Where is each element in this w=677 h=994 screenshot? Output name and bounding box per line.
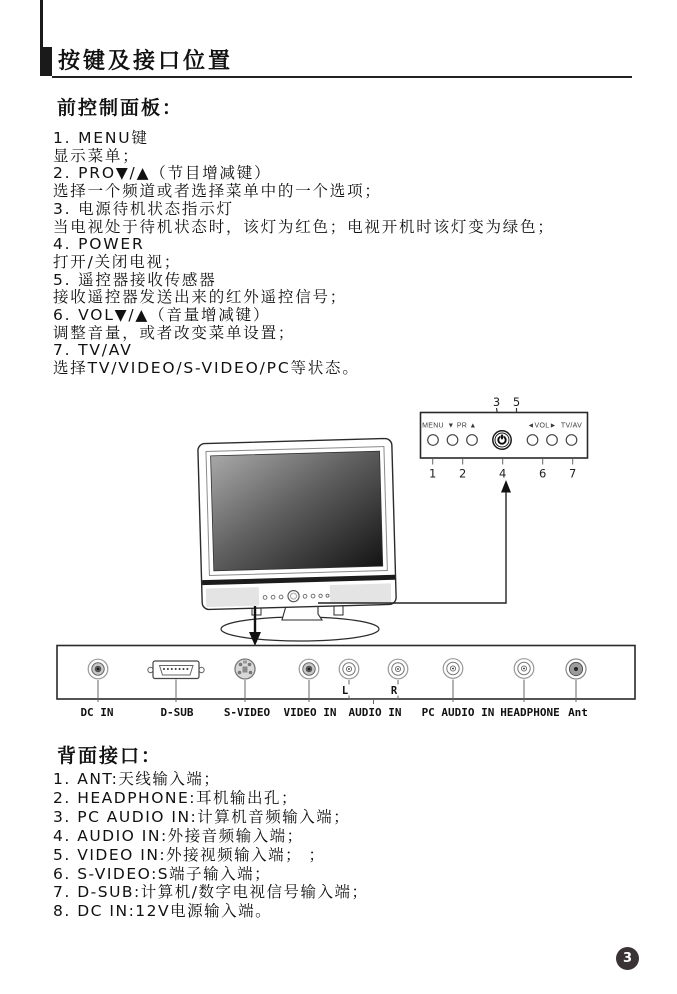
callout-tvav-label: TV/AV bbox=[560, 422, 583, 430]
label-video-in: VIDEO IN bbox=[283, 706, 337, 719]
front-panel-line: 调整音量，或者改变菜单设置； bbox=[53, 323, 296, 342]
audio-in-right-jack bbox=[388, 659, 408, 679]
rear-panel-line: 8. DC IN:12V电源输入端。 bbox=[53, 902, 273, 921]
front-panel-line: 7. TV/AV bbox=[53, 341, 133, 360]
tv-button bbox=[279, 595, 283, 599]
tv-speaker-right bbox=[330, 583, 391, 603]
front-panel-line: 打开/关闭电视； bbox=[53, 252, 182, 271]
tv-front-view bbox=[198, 438, 397, 609]
callout-number-5: 5 bbox=[512, 395, 521, 409]
rear-panel-line: 1. ANT:天线输入端； bbox=[53, 770, 221, 788]
rear-panel-line: 3. PC AUDIO IN:计算机音频输入端； bbox=[53, 807, 351, 826]
top-left-rule bbox=[40, 0, 43, 49]
rear-panel-list bbox=[53, 770, 369, 921]
callout-number-3: 3 bbox=[492, 395, 501, 409]
title-underline bbox=[52, 76, 632, 78]
tv-button bbox=[303, 594, 307, 598]
callout-pr-label: ▼ PR ▲ bbox=[447, 422, 477, 430]
dc-in-jack bbox=[88, 659, 108, 679]
pc-audio-in-jack bbox=[443, 659, 463, 679]
callout-number-2: 2 bbox=[459, 466, 467, 481]
front-panel-line: 4. POWER bbox=[53, 235, 145, 254]
callout-number-4: 4 bbox=[499, 466, 507, 481]
tv-screen bbox=[211, 451, 383, 571]
tv-speaker-left bbox=[206, 587, 259, 607]
page-number-badge bbox=[616, 947, 639, 970]
front-panel-line: 当电视处于待机状态时，该灯为红色；电视开机时该灯变为绿色； bbox=[53, 217, 555, 236]
tv-button bbox=[311, 594, 315, 598]
tv-stand-base bbox=[221, 617, 379, 641]
callout-number-1: 1 bbox=[429, 466, 437, 481]
callout-menu-label: MENU bbox=[422, 422, 444, 430]
callout-number-6: 6 bbox=[539, 466, 547, 481]
front-panel-line: 显示菜单； bbox=[53, 146, 140, 165]
tv-stand-foot-right bbox=[334, 606, 343, 615]
label-headphone: HEADPHONE bbox=[500, 706, 560, 719]
rear-panel-line: 7. D-SUB:计算机/数字电视信号输入端； bbox=[53, 883, 369, 902]
page-number: 3 bbox=[622, 951, 633, 966]
tv-button bbox=[319, 594, 322, 597]
front-panel-line: 2. PRO▼/▲（节目增减键） bbox=[53, 164, 272, 183]
callout-link-arrow-head bbox=[501, 480, 511, 493]
video-in-jack bbox=[299, 659, 319, 679]
audio-in-left-jack bbox=[339, 659, 359, 679]
pr-down-button bbox=[447, 435, 458, 446]
front-panel-line: 选择一个频道或者选择菜单中的一个选项； bbox=[53, 182, 382, 201]
menu-button bbox=[428, 435, 439, 446]
label-pc-audio-in: PC AUDIO IN bbox=[421, 706, 495, 719]
s-video-jack bbox=[235, 659, 255, 679]
audio-right-label: R bbox=[390, 685, 398, 697]
tv-button bbox=[271, 595, 275, 599]
tv-stand-neck bbox=[282, 606, 322, 620]
tv-button bbox=[263, 595, 267, 599]
front-panel-list bbox=[53, 130, 555, 378]
tv-diagram bbox=[0, 385, 677, 737]
vol-up-button bbox=[547, 435, 558, 446]
rear-panel-line: 6. S-VIDEO:S端子输入端； bbox=[53, 864, 272, 883]
label-ant: Ant bbox=[568, 706, 588, 719]
label-audio-in: AUDIO IN bbox=[348, 706, 402, 719]
front-panel-line: 5. 遥控器接收传感器 bbox=[53, 270, 217, 289]
front-panel-line: 选择TV/VIDEO/S-VIDEO/PC等状态。 bbox=[53, 359, 360, 378]
vol-down-button bbox=[527, 435, 538, 446]
audio-left-label: L bbox=[341, 685, 349, 697]
front-panel-line: 1. MENU键 bbox=[53, 129, 149, 147]
front-panel-line: 3. 电源待机状态指示灯 bbox=[53, 199, 234, 218]
antenna-jack bbox=[566, 659, 586, 679]
tvav-button bbox=[566, 435, 577, 446]
pr-up-button bbox=[467, 435, 478, 446]
label-dc-in: DC IN bbox=[80, 706, 114, 719]
front-panel-line: 6. VOL▼/▲（音量增减键） bbox=[53, 306, 271, 325]
rear-panel-heading: 背面接口： bbox=[57, 745, 163, 767]
rear-panel-line: 2. HEADPHONE:耳机输出孔； bbox=[53, 788, 299, 807]
callout-number-7: 7 bbox=[569, 466, 577, 481]
tv-sensor-dot bbox=[326, 594, 329, 597]
headphone-jack bbox=[514, 659, 534, 679]
tv-power-button bbox=[288, 590, 300, 602]
d-sub-connector bbox=[148, 661, 204, 679]
callout-vol-label: ◄VOL► bbox=[527, 422, 557, 430]
front-panel-line: 接收遥控器发送出来的红外遥控信号； bbox=[53, 288, 348, 307]
rear-panel-line: 4. AUDIO IN:外接音频输入端； bbox=[53, 826, 304, 845]
label-s-video: S-VIDEO bbox=[223, 706, 271, 719]
front-panel-heading: 前控制面板： bbox=[57, 97, 184, 119]
label-d-sub: D-SUB bbox=[160, 706, 194, 719]
page-title: 按键及接口位置 bbox=[58, 49, 234, 74]
title-bullet-square bbox=[40, 47, 52, 76]
rear-panel-line: 5. VIDEO IN:外接视频输入端； ； bbox=[53, 845, 326, 864]
